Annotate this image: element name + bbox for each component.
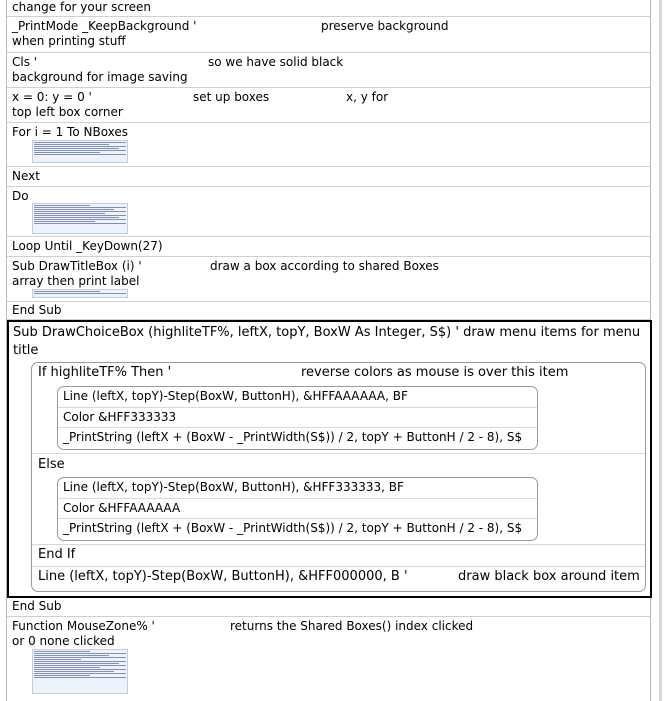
comment-continuation: or 0 none clicked [12,634,115,648]
divider [32,453,645,454]
selected-sub-block[interactable] [7,320,652,598]
collapsed-block-thumbnail[interactable] [32,649,128,694]
code-text: For i = 1 To NBoxes [12,125,129,139]
code-line[interactable] [7,237,650,257]
comment-continuation: array then print label [12,274,140,288]
code-comment: draw a box according to shared Boxes [210,259,439,273]
code-line[interactable] [7,17,650,53]
code-comment: x, y for [346,90,389,104]
code-comment: returns the Shared Boxes() index clicked [230,619,474,633]
collapsed-block-thumbnail[interactable] [32,140,128,163]
end-if-statement: End If [38,547,76,562]
collapsed-block-thumbnail[interactable] [32,203,128,234]
code-text: _PrintMode _KeepBackground ' [12,19,197,33]
then-block[interactable] [57,386,538,450]
code-text: Do [12,189,29,203]
code-text: Loop Until _KeyDown(27) [12,239,163,253]
code-line[interactable] [7,53,650,88]
if-block[interactable] [31,362,646,592]
else-block[interactable] [57,477,538,541]
code-line[interactable]: _PrintString (leftX + (BoxW - _PrintWidth(S$)) / 2, topY + ButtonH / 2 - 8), S$ [63,521,523,535]
code-text: Sub DrawTitleBox (i) ' [12,259,142,273]
comment-continuation: background for image saving [12,70,188,84]
code-line[interactable] [7,123,650,167]
code-text: Line (leftX, topY)-Step(BoxW, ButtonH), &HFF000000, B ' [38,569,408,584]
comment-continuation: top left box corner [12,105,123,119]
code-line[interactable] [7,302,650,320]
sub-header: Sub DrawChoiceBox (highliteTF%, leftX, topY, BoxW As Integer, S$) ' draw menu items for menu title [13,325,641,358]
divider [32,566,645,567]
code-line[interactable]: Color &HFF333333 [58,408,537,428]
code-line[interactable]: Line (leftX, topY)-Step(BoxW, ButtonH), &HFFAAAAAA, BF [58,387,537,408]
code-text: change for your screen [12,0,151,14]
comment-continuation: when printing stuff [12,34,126,48]
code-comment: reverse colors as mouse is over this item [301,365,569,380]
code-text: Next [12,169,40,183]
code-text: Cls ' [12,55,38,69]
code-line[interactable] [7,0,650,17]
code-line[interactable] [7,167,650,187]
vertical-scrollbar[interactable] [656,0,665,701]
else-statement: Else [38,457,65,472]
code-text: x = 0: y = 0 ' [12,90,92,104]
code-comment: set up boxes [193,90,270,104]
code-text: End Sub [12,599,62,613]
code-comment: so we have solid black [208,55,344,69]
code-line[interactable]: Color &HFFAAAAAA [58,499,537,519]
code-comment: draw black box around item [458,569,640,584]
code-line[interactable]: Line (leftX, topY)-Step(BoxW, ButtonH), &HFF333333, BF [58,478,537,499]
code-line[interactable] [7,598,650,617]
if-statement: If highliteTF% Then ' [38,365,172,380]
code-line[interactable] [7,617,650,701]
code-text: End Sub [12,303,62,317]
scrollbar-track[interactable] [659,0,662,701]
code-line[interactable] [7,88,650,123]
code-comment: preserve background [321,19,449,33]
code-line[interactable] [7,187,650,237]
divider [32,544,645,545]
code-text: Function MouseZone% ' [12,619,155,633]
code-line[interactable]: _PrintString (leftX + (BoxW - _PrintWidth(S$)) / 2, topY + ButtonH / 2 - 8), S$ [63,430,523,444]
collapsed-block-thumbnail[interactable] [32,289,128,298]
code-line[interactable] [7,257,650,302]
